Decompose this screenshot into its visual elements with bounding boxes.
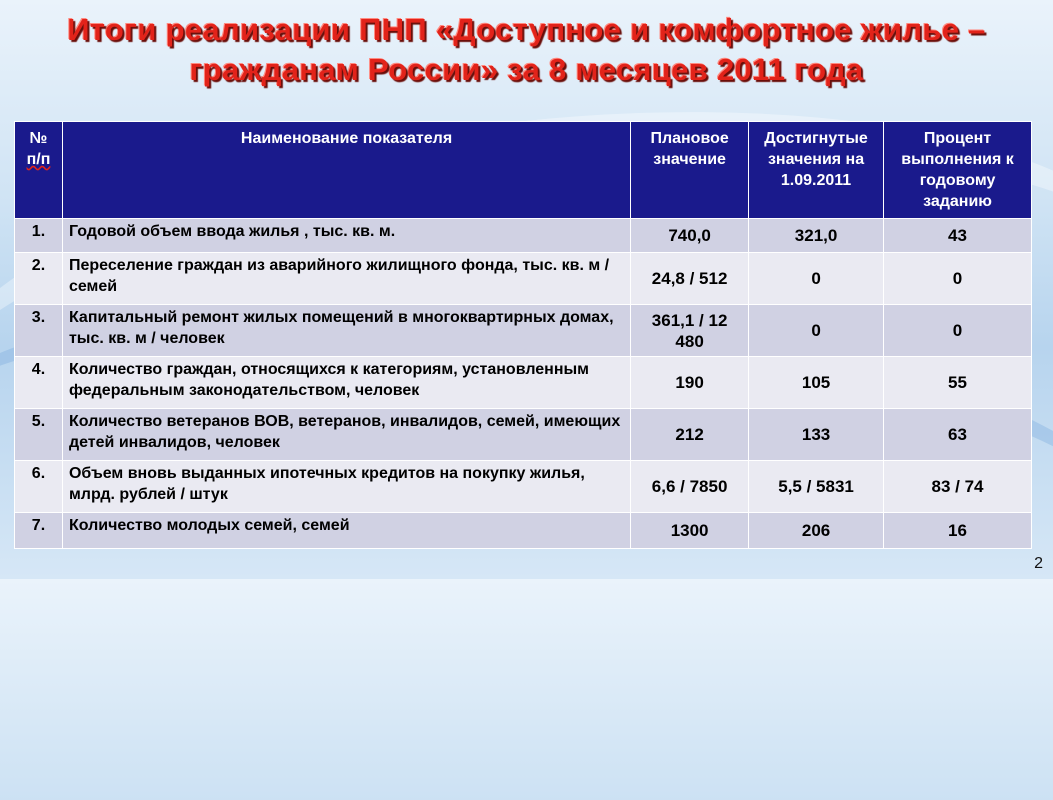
row-num: 5. — [15, 409, 63, 461]
slide-title-line1: Итоги реализации ПНП «Доступное и комфортное жилье – — [67, 12, 986, 47]
table-row — [15, 219, 1032, 253]
row-plan: 190 — [631, 357, 749, 409]
header-plan: Плановое значение — [631, 122, 749, 219]
row-fact: 0 — [749, 305, 884, 357]
row-plan: 212 — [631, 409, 749, 461]
header-num-pp: п/п — [26, 151, 51, 168]
slide-title — [0, 10, 1053, 90]
row-plan: 740,0 — [631, 219, 749, 253]
row-fact: 206 — [749, 513, 884, 549]
table-row — [15, 253, 1032, 305]
row-num: 7. — [15, 513, 63, 549]
row-num: 2. — [15, 253, 63, 305]
row-fact: 321,0 — [749, 219, 884, 253]
header-name: Наименование показателя — [62, 122, 630, 219]
row-name: Количество молодых семей, семей — [62, 513, 630, 549]
table-row — [15, 305, 1032, 357]
row-percent: 43 — [884, 219, 1032, 253]
row-name: Переселение граждан из аварийного жилищного фонда, тыс. кв. м / семей — [62, 253, 630, 305]
row-plan: 1300 — [631, 513, 749, 549]
row-name: Годовой объем ввода жилья , тыс. кв. м. — [62, 219, 630, 253]
header-num — [15, 122, 63, 219]
row-name: Объем вновь выданных ипотечных кредитов на покупку жилья, млрд. рублей / штук — [62, 461, 630, 513]
row-num: 3. — [15, 305, 63, 357]
header-fact: Достигнутые значения на 1.09.2011 — [749, 122, 884, 219]
header-num-symbol: № — [29, 130, 48, 147]
header-percent: Процент выполнения к годовому заданию — [884, 122, 1032, 219]
row-num: 6. — [15, 461, 63, 513]
row-name: Количество ветеранов ВОВ, ветеранов, инвалидов, семей, имеющих детей инвалидов, человек — [62, 409, 630, 461]
row-plan: 24,8 / 512 — [631, 253, 749, 305]
row-num: 4. — [15, 357, 63, 409]
slide-title-line2: гражданам России» за 8 месяцев 2011 года — [189, 52, 864, 87]
row-fact: 105 — [749, 357, 884, 409]
table-row — [15, 409, 1032, 461]
row-percent: 63 — [884, 409, 1032, 461]
table-header-row — [15, 122, 1032, 219]
table-row — [15, 357, 1032, 409]
row-num: 1. — [15, 219, 63, 253]
row-name: Капитальный ремонт жилых помещений в многоквартирных домах, тыс. кв. м / человек — [62, 305, 630, 357]
row-fact: 133 — [749, 409, 884, 461]
row-percent: 0 — [884, 305, 1032, 357]
row-plan: 6,6 / 7850 — [631, 461, 749, 513]
table-row — [15, 513, 1032, 549]
row-percent: 16 — [884, 513, 1032, 549]
table-row — [15, 461, 1032, 513]
row-fact: 0 — [749, 253, 884, 305]
row-fact: 5,5 / 5831 — [749, 461, 884, 513]
indicators-table — [14, 121, 1032, 549]
row-percent: 0 — [884, 253, 1032, 305]
row-percent: 83 / 74 — [884, 461, 1032, 513]
row-name: Количество граждан, относящихся к категориям, установленным федеральным законодательством, человек — [62, 357, 630, 409]
page-number: 2 — [1034, 555, 1043, 572]
row-percent: 55 — [884, 357, 1032, 409]
row-plan: 361,1 / 12 480 — [631, 305, 749, 357]
